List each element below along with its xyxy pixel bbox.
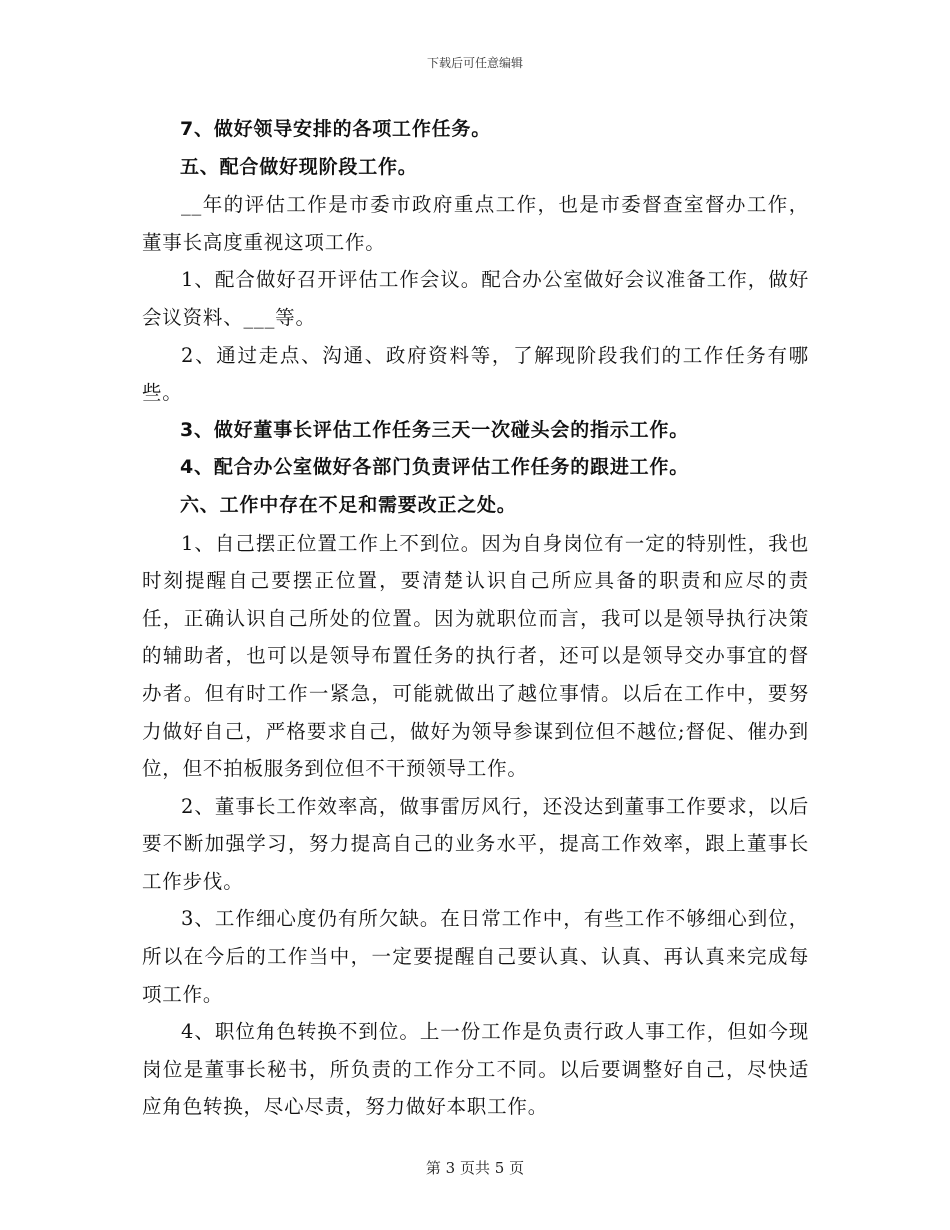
shortcoming-1-position: 1、自己摆正位置工作上不到位。因为自身岗位有一定的特别性，我也时刻提醒自己要摆正位置，要清楚认识自己所应具备的职责和应尽的责任，正确认识自己所处的位置。因为就职位而言，我可以是领导执行决策的辅助者，也可以是领导布置任务的执行者，还可以是领导交办事宜的督办者。但有时工作一紧急，可能就做出了越位事情。以后在工作中，要努力做好自己，严格要求自己，做好为领导参谋到位但不越位;督促、催办到位，但不拍板服务到位但不干预领导工作。 <box>142 531 809 781</box>
page-header: 下载后可任意编辑 <box>426 56 523 70</box>
item-1-meeting: 1、配合做好召开评估工作会议。配合办公室做好会议准备工作，做好会议资料、___等。 <box>142 268 809 329</box>
item-4-followup: 4、配合办公室做好各部门负责评估工作任务的跟进工作。 <box>180 456 690 479</box>
shortcoming-2-efficiency: 2、董事长工作效率高，做事雷厉风行，还没达到董事工作要求，以后要不断加强学习，努力提高自己的业务水平，提高工作效率，跟上董事长工作步伐。 <box>142 794 809 893</box>
section-6-heading: 六、工作中存在不足和需要改正之处。 <box>180 493 517 516</box>
item-3-briefing: 3、做好董事长评估工作任务三天一次碰头会的指示工作。 <box>180 418 690 441</box>
shortcoming-4-role-transition: 4、职位角色转换不到位。上一份工作是负责行政人事工作，但如今现岗位是董事长秘书，所负责的工作分工不同。以后要调整好自己，尽快适应角色转换，尽心尽责，努力做好本职工作。 <box>142 1020 809 1119</box>
evaluation-intro-paragraph: __年的评估工作是市委市政府重点工作，也是市委督查室督办工作，董事长高度重视这项工作。 <box>142 193 809 254</box>
page-number: 第 3 页共 5 页 <box>425 1159 525 1177</box>
section-5-heading: 五、配合做好现阶段工作。 <box>180 155 418 178</box>
item-2-understand-tasks: 2、通过走点、沟通、政府资料等，了解现阶段我们的工作任务有哪些。 <box>142 343 809 405</box>
shortcoming-3-carefulness: 3、工作细心度仍有所欠缺。在日常工作中，有些工作不够细心到位，所以在今后的工作当中，一定要提醒自己要认真、认真、再认真来完成每项工作。 <box>142 907 809 1006</box>
document-body <box>142 111 809 1126</box>
item-7-leader-tasks: 7、做好领导安排的各项工作任务。 <box>180 118 492 140</box>
